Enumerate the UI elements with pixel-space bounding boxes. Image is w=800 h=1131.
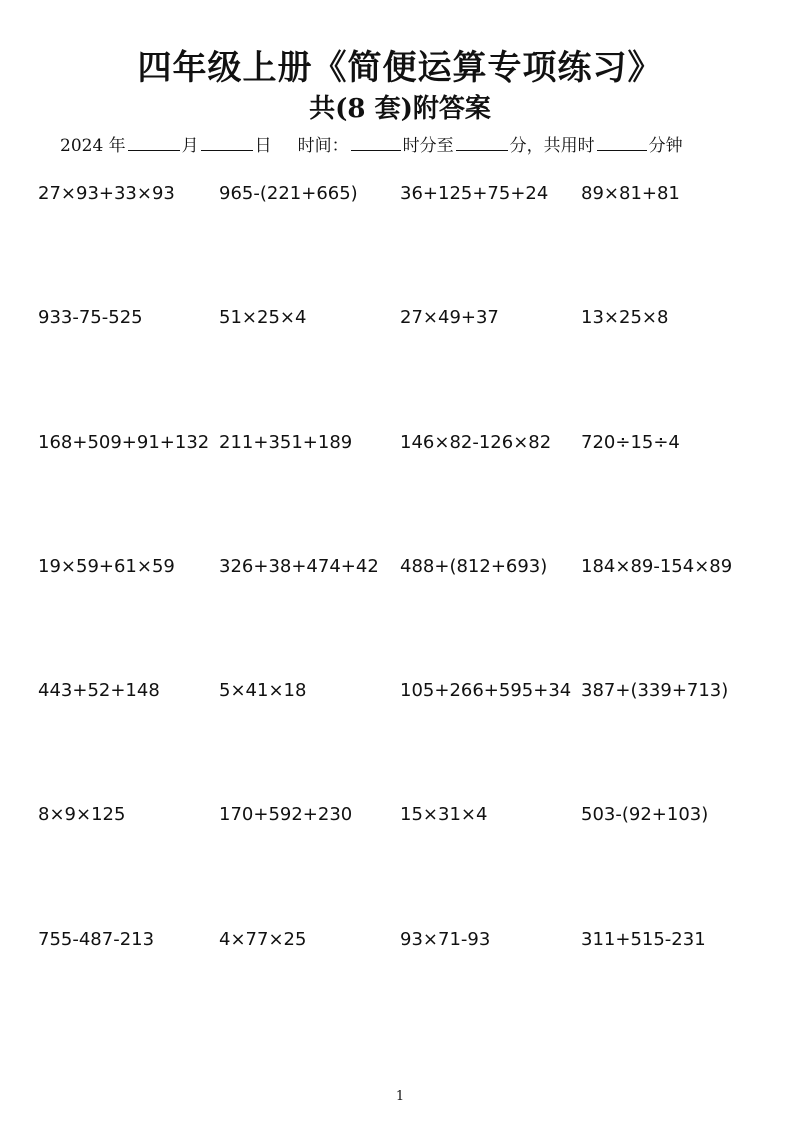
day-blank[interactable] [201,134,253,151]
worksheet-title: 四年级上册《简便运算专项练习》 [137,48,663,88]
problem-item: 488+(812+693) [400,555,548,577]
problem-item: 146×82-126×82 [400,431,552,453]
minute-to-label: 分，共用时 [509,136,595,156]
problem-item: 933-75-525 [38,307,143,329]
problem-item: 168+509+91+132 [38,431,210,453]
problem-item: 51×25×4 [219,307,307,329]
problem-item: 4×77×25 [219,928,307,950]
day-label: 日 [254,136,272,156]
hour-from-label: 时分至 [402,136,454,156]
time-label: 时间： [297,136,349,156]
date-time-line [60,131,760,156]
worksheet-subtitle: 共(8 套)附答案 [309,94,491,124]
problem-item: 8×9×125 [38,804,126,826]
duration-blank[interactable] [597,134,647,151]
problem-item: 211+351+189 [219,431,353,453]
problem-item: 36+125+75+24 [400,183,549,204]
problem-item: 15×31×4 [400,804,488,826]
page-number: 1 [395,1089,405,1104]
problem-item: 720÷15÷4 [581,431,680,453]
start-time-blank[interactable] [351,134,401,151]
problem-item: 965-(221+665) [219,183,358,204]
problem-item: 93×71-93 [400,928,491,950]
problem-item: 184×89-154×89 [581,555,733,577]
problem-item: 105+266+595+34 [400,680,572,702]
problem-item: 5×41×18 [219,680,307,702]
problem-item: 170+592+230 [219,804,353,826]
problem-grid [38,183,778,1053]
problem-item: 443+52+148 [38,680,160,702]
month-blank[interactable] [128,134,180,151]
month-label: 月 [181,136,199,156]
problem-item: 387+(339+713) [581,680,729,702]
problem-item: 13×25×8 [581,307,669,329]
problem-item: 19×59+61×59 [38,555,175,577]
problem-item: 311+515-231 [581,928,706,950]
problem-item: 89×81+81 [581,183,680,204]
minutes-label: 分钟 [648,136,683,156]
problem-item: 27×93+33×93 [38,183,175,204]
year-label: 2024 年 [60,136,126,156]
end-time-blank[interactable] [456,134,508,151]
problem-item: 326+38+474+42 [219,555,379,577]
problem-item: 27×49+37 [400,307,499,329]
problem-item: 503-(92+103) [581,804,709,826]
problem-item: 755-487-213 [38,928,155,950]
